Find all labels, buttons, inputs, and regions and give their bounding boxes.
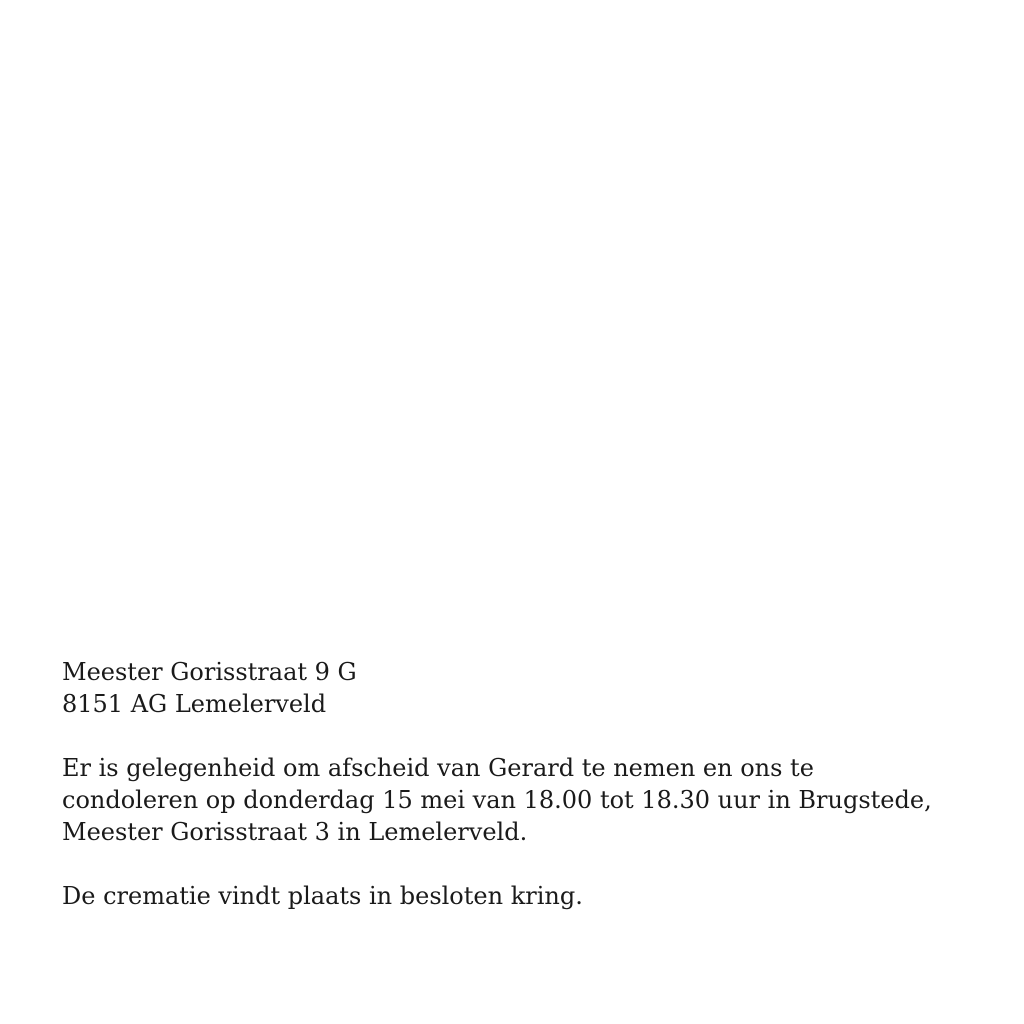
farewell-line-1: Er is gelegenheid om afscheid van Gerard te nemen en ons te bbox=[62, 754, 814, 782]
cremation-line-1: De crematie vindt plaats in besloten kring. bbox=[62, 882, 583, 910]
address-street: Meester Gorisstraat 9 G bbox=[62, 658, 357, 686]
farewell-line-3: Meester Gorisstraat 3 in Lemelerveld. bbox=[62, 818, 528, 846]
paragraph-spacer bbox=[62, 720, 962, 752]
paragraph-spacer bbox=[62, 848, 962, 880]
address-block bbox=[62, 656, 962, 720]
announcement-text bbox=[62, 656, 962, 912]
address-postal-city: 8151 AG Lemelerveld bbox=[62, 690, 327, 718]
cremation-paragraph bbox=[62, 880, 962, 912]
farewell-line-2: condoleren op donderdag 15 mei van 18.00 tot 18.30 uur in Brugstede, bbox=[62, 786, 932, 814]
farewell-paragraph bbox=[62, 752, 962, 848]
